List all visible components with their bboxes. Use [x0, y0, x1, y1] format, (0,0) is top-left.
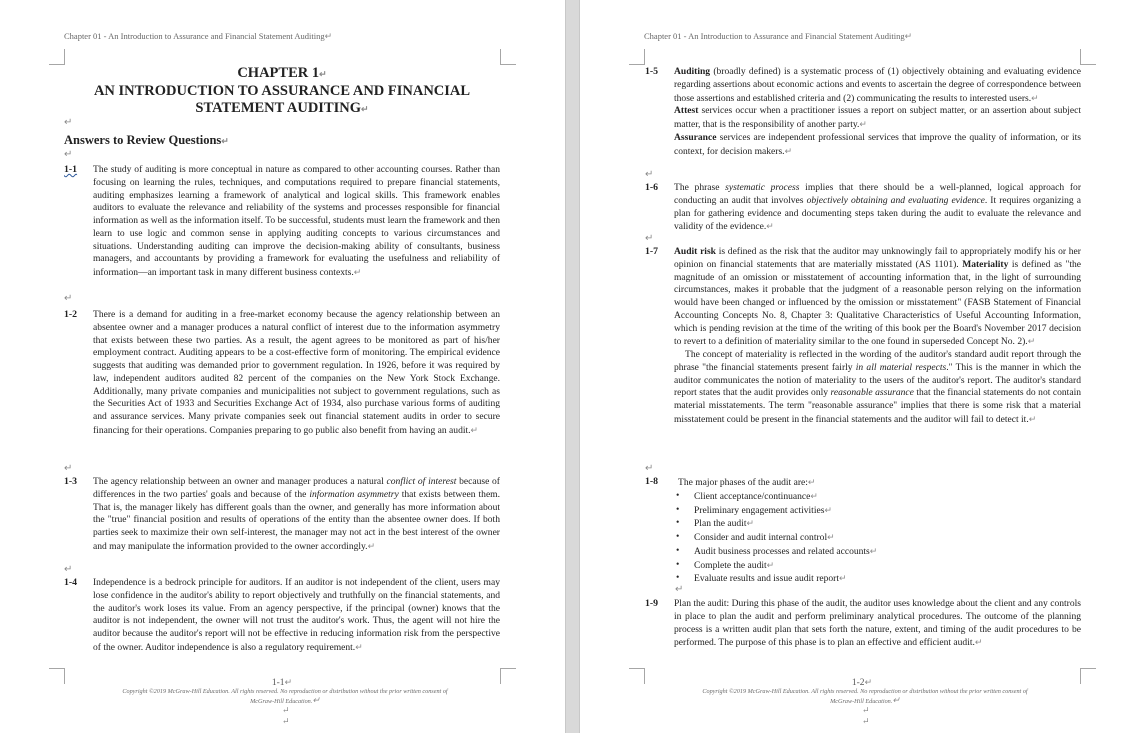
crop-mark-top-right — [500, 49, 516, 65]
paragraph-mark: ↵ — [64, 117, 73, 128]
list-item: • Evaluate results and issue audit report↵ — [674, 572, 1081, 586]
question-1-7: 1-7 Audit risk is defined as the risk that the auditor may unknowingly fail to appropriately modify his or her opinion on financial statements that are materially misstated (AS 1101). Materiality is defined as "the magnitude of an omission or misstatement of accounting information that, in the light of surrounding circumstances, makes it probable that the judgment of a reasonable person relying on the information would have been changed or influenced by the omission or misstatement" (FASB Statement of Financial Accounting Concepts No. 8, Chapter 3: Qualitative Characteristics of Useful Accounting Information, which is pending revision at the time of the writing of this book per the Board's November 2017 decision to revert to a definition of materiality similar to the one found in superseded Concept No. 2).↵ The concept of materiality is reflected in the wording of the auditor's standard audit report through the phrase "the financial statements present fairly in all material respects." This is the manner in which the auditor communicates the notion of materiality to the users of the auditor's report. The auditor's standard report states that the audit provides only reasonable assurance that the financial statements do not contain material misstatements. The term "reasonable assurance" implies that there is some risk that a material misstatement could be present in the financial statements and the auditor will fail to detect it.↵ — [645, 246, 1082, 425]
list-item: • Plan the audit↵ — [674, 517, 1081, 531]
question-1-6: 1-6 The phrase systematic process implies that there should be a well-planned, logical approach for conducting an audit that involves objectively obtaining and evaluating evidence. It requires organizing a plan for gathering evidence and documenting steps taken during the audit to evaluate the relevance and validity of the evidence.↵ — [645, 182, 1082, 233]
page-number: 1-2↵ — [851, 677, 873, 688]
paragraph-mark: ↵ — [64, 293, 73, 304]
question-number: 1-9 — [645, 598, 659, 609]
question-number: 1-6 — [645, 182, 659, 193]
running-header: Chapter 01 - An Introduction to Assurance and Financial Statement Auditing↵ — [64, 31, 333, 41]
question-number: 1-7 — [645, 246, 659, 257]
paragraph-mark: ↵ — [645, 169, 654, 180]
crop-mark-top-left — [49, 49, 65, 65]
question-1-8: 1-8 The major phases of the audit are:↵ • Client acceptance/continuance↵ • Preliminary engagement activities↵ • Plan the audit↵ • Consider and audit internal control↵ • Audit business processes and related accounts↵ • Complete the audit↵ • Evaluate results and issue audit report↵ — [645, 476, 1081, 586]
crop-mark-top-right — [1080, 49, 1096, 65]
section-heading: Answers to Review Questions↵ — [64, 133, 229, 147]
chapter-title: CHAPTER 1↵ AN INTRODUCTION TO ASSURANCE AND FINANCIAL STATEMENT AUDITING↵ — [93, 65, 471, 116]
paragraph-mark: ↵ — [64, 463, 73, 474]
paragraph-mark: ↵ — [282, 716, 290, 726]
page-number: 1-1↵ — [271, 677, 293, 688]
copyright-notice: Copyright ©2019 McGraw-Hill Education. All rights reserved. No reproduction or distribution without the prior written consent of McGraw-Hill Education.↵ — [122, 688, 448, 705]
question-1-4: 1-4 Independence is a bedrock principle for auditors. If an auditor is not independent of the client, users may lose confidence in the auditor's ability to report objectively and truthfully on the financial statements, and the auditor's work loses its value. From an agency perspective, if the principal (owner) knows that the auditor is not independent, the owner will not trust the auditor's work. Thus, the agent will not hire the auditor because the auditor's report will not be effective in reducing information risk from the perspective of the owner. Auditor independence is also a regulatory requirement.↵ — [64, 577, 500, 653]
page-gutter — [565, 0, 580, 733]
paragraph-mark: ↵ — [64, 149, 73, 160]
question-1-2: 1-2 There is a demand for auditing in a free-market economy because the agency relationship between an absentee owner and a manager produces a natural conflict of interest due to the information asymmetry that exists between these two parties. As a result, the agent agrees to be monitored as part of his/her employment contract. Auditing appears to be a cost-effective form of monitoring. The empirical evidence suggests that auditing was demanded prior to government regulation. In 1926, before it was required by law, independent auditors audited 82 percent of the companies on the New York Stock Exchange. Additionally, many private companies and municipalities not subject to government regulations, such as the Securities Act of 1933 and Securities Exchange Act of 1934, also purchase various forms of auditing and assurance services. Many private companies seek out financial statement audits in order to secure financing for their operations. Companies preparing to go public also benefit from having an audit.↵ — [64, 309, 500, 436]
question-number: 1-3 — [64, 476, 78, 487]
crop-mark-top-left — [629, 49, 645, 65]
question-number: 1-2 — [64, 309, 78, 320]
answer-text: There is a demand for auditing in a free-market economy because the agency relationship between an absentee owner and a manager produces a natural conflict of interest due to the information asymmetry that exists between these two parties. As a result, the agent agrees to be monitored as part of his/her employment contract. Auditing appears to be a cost-effective form of monitoring. The empirical evidence suggests that auditing was demanded prior to government regulation. In 1926, before it was required by law, independent auditors audited 82 percent of the companies on the New York Stock Exchange. Additionally, many private companies and municipalities not subject to government regulations, such as the Securities Act of 1933 and Securities Exchange Act of 1934, also purchase various forms of auditing and assurance services. Many private companies seek out financial statement audits in order to secure financing for their operations. Companies preparing to go public also benefit from having an audit. — [93, 309, 500, 436]
paragraph-mark: ↵ — [64, 564, 73, 575]
paragraph-mark: ↵ — [862, 705, 870, 715]
list-item: • Audit business processes and related accounts↵ — [674, 545, 1081, 559]
list-item: • Preliminary engagement activities↵ — [674, 504, 1081, 518]
question-1-1: 1-1 The study of auditing is more conceptual in nature as compared to other accounting courses. Rather than focusing on learning the rules, techniques, and computations required to prepare financial statements, auditing emphasizes learning a framework of analytical and logical skills. This framework enables auditors to evaluate the relevance and reliability of the systems and processes responsible for financial information as well as the information itself. To be successful, students must learn the framework and then learn to use logic and common sense in applying auditing concepts to various circumstances and situations. Understanding auditing can improve the decision-making ability of consultants, business managers, and accountants by providing a framework for evaluating the usefulness and reliability of information—an important task in many different business contexts.↵ — [64, 164, 500, 278]
question-number: 1-5 — [645, 66, 659, 77]
list-item: • Complete the audit↵ — [674, 559, 1081, 573]
running-header: Chapter 01 - An Introduction to Assurance and Financial Statement Auditing↵ — [644, 31, 913, 41]
document-page-1 — [0, 0, 565, 733]
question-1-3: 1-3 The agency relationship between an owner and manager produces a natural conflict of interest because of differences in the two parties' goals and because of the information asymmetry that exists between them. That is, the manager likely has different goals than the owner, and generally has more information about the "true" financial position and results of operations of the entity than the absentee owner does. If both parties seek to maximize their own self-interest, the manager may not act in the best interest of the owner and may manipulate the information provided to the owner accordingly.↵ — [64, 476, 500, 552]
paragraph-mark: ↵ — [282, 705, 290, 715]
crop-mark-bottom-right — [1080, 668, 1096, 684]
question-number: 1-8 — [645, 476, 659, 487]
audit-phases-list — [674, 490, 1081, 586]
paragraph-mark: ↵ — [675, 584, 684, 595]
answer-text: Plan the audit: During this phase of the audit, the auditor uses knowledge about the client and any controls in place to plan the audit and perform preliminary analytical procedures. The outcome of the planning process is a written audit plan that sets forth the nature, extent, and timing of the audit procedures to be performed. The purpose of this phase is to plan an effective and efficient audit. — [674, 598, 1081, 649]
question-1-9: 1-9 Plan the audit: During this phase of the audit, the auditor uses knowledge about the client and any controls in place to plan the audit and perform preliminary analytical procedures. The outcome of the planning process is a written audit plan that sets forth the nature, extent, and timing of the audit procedures to be performed. The purpose of this phase is to plan an effective and efficient audit.↵ — [645, 598, 1081, 649]
crop-mark-bottom-right — [500, 668, 516, 684]
paragraph-mark: ↵ — [862, 716, 870, 726]
paragraph-mark: ↵ — [645, 233, 654, 244]
question-1-5: 1-5 Auditing (broadly defined) is a systematic process of (1) objectively obtaining and evaluating evidence regarding assertions about economic actions and events to ascertain the degree of correspondence between those assertions and established criteria and (2) communicating the results to interested users.↵ Attest services occur when a practitioner issues a report on subject matter, or an assertion about subject matter, that is the responsibility of another party.↵ Assurance services are independent professional services that improve the quality of information, or its context, for decision makers.↵ — [645, 66, 1081, 157]
question-number: 1-4 — [64, 577, 78, 588]
copyright-notice: Copyright ©2019 McGraw-Hill Education. All rights reserved. No reproduction or distribution without the prior written consent of McGraw-Hill Education.↵ — [702, 688, 1028, 705]
paragraph-mark: ↵ — [645, 463, 654, 474]
question-number: 1-1 — [64, 164, 78, 175]
list-item: • Consider and audit internal control↵ — [674, 531, 1081, 545]
answer-text: Independence is a bedrock principle for auditors. If an auditor is not independent of the client, users may lose confidence in the auditor's ability to report objectively and truthfully on the financial statements, and the auditor's work loses its value. From an agency perspective, if the principal (owner) knows that the auditor is not independent, the owner will not trust the auditor's work. Thus, the agent will not hire the auditor because the auditor's report will not be effective in reducing information risk from the perspective of the owner. Auditor independence is also a regulatory requirement. — [93, 577, 500, 653]
crop-mark-bottom-left — [49, 668, 65, 684]
list-item: • Client acceptance/continuance↵ — [674, 490, 1081, 504]
answer-text: The study of auditing is more conceptual in nature as compared to other accounting courses. Rather than focusing on learning the rules, techniques, and computations required to prepare financial statements, auditing emphasizes learning a framework of analytical and logical skills. This framework enables auditors to evaluate the relevance and reliability of the systems and processes responsible for financial information as well as the information itself. To be successful, students must learn the framework and then learn to use logic and common sense in applying auditing concepts to various circumstances and situations. Understanding auditing can improve the decision-making ability of consultants, business managers, and accountants by providing a framework for evaluating the usefulness and reliability of information—an important task in many different business contexts. — [93, 164, 500, 278]
crop-mark-bottom-left — [629, 668, 645, 684]
